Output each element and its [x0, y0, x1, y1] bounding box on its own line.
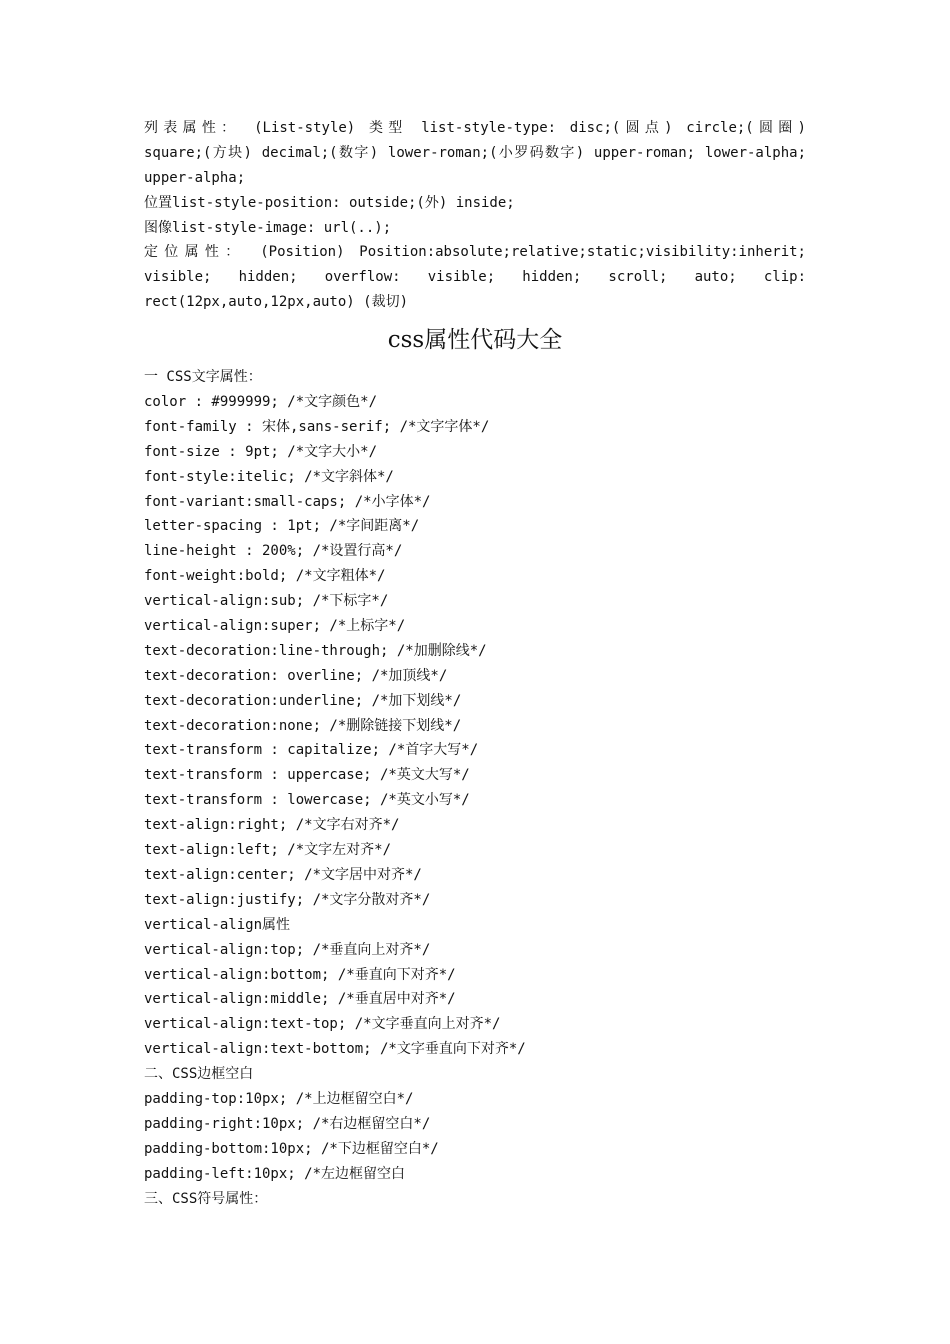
code-line-vertical-align-bottom: vertical-align:bottom; /*垂直向下对齐*/ [144, 966, 456, 983]
section-heading-symbol-properties: 三、CSS符号属性： [144, 1190, 268, 1207]
code-line-text-align-center: text-align:center; /*文字居中对齐*/ [144, 866, 422, 883]
code-line-text-decoration-line-through: text-decoration:line-through; /*加删除线*/ [144, 642, 487, 659]
code-line-padding-bottom: padding-bottom:10px; /*下边框留空白*/ [144, 1140, 439, 1157]
code-line-font-variant: font-variant:small-caps; /*小字体*/ [144, 493, 431, 510]
code-line-letter-spacing: letter-spacing : 1pt; /*字间距离*/ [144, 518, 420, 535]
intro-line-list-style: 列表属性： (List-style) 类型 list-style-type: disc;(圆点) circle;(圆圈) [144, 120, 806, 136]
code-line-font-style: font-style:itelic; /*文字斜体*/ [144, 468, 394, 485]
code-line-text-decoration-overline: text-decoration: overline; /*加顶线*/ [144, 667, 448, 684]
intro-line-list-style-types: square;(方块) decimal;(数字) lower-roman;(小罗码数字) upper-roman; lower-alpha; [144, 144, 806, 161]
code-line-text-decoration-underline: text-decoration:underline; /*加下划线*/ [144, 692, 462, 709]
code-line-text-align-left: text-align:left; /*文字左对齐*/ [144, 842, 392, 859]
intro-line-position: 定位属性： (Position) Position:absolute;relative;static;visibility:inherit; [144, 244, 806, 261]
code-line-text-transform-uppercase: text-transform : uppercase; /*英文大写*/ [144, 767, 470, 784]
code-line-text-align-justify: text-align:justify; /*文字分散对齐*/ [144, 891, 431, 908]
code-line-text-transform-capitalize: text-transform : capitalize; /*首字大写*/ [144, 742, 479, 759]
intro-section [144, 116, 806, 315]
intro-line-clip-rect: rect(12px,auto,12px,auto) (裁切) [144, 294, 409, 311]
code-line-vertical-align-text-bottom: vertical-align:text-bottom; /*文字垂直向下对齐*/ [144, 1041, 526, 1058]
code-line-text-align-right: text-align:right; /*文字右对齐*/ [144, 817, 400, 834]
intro-line-list-style-position: 位置list-style-position: outside;(外) inside; [144, 194, 515, 211]
code-line-text-decoration-none: text-decoration:none; /*删除链接下划线*/ [144, 717, 462, 734]
code-line-font-size: font-size : 9pt; /*文字大小*/ [144, 443, 378, 460]
code-line-font-family: font-family : 宋体,sans-serif; /*文字字体*/ [144, 418, 490, 435]
code-line-color: color : #999999; /*文字颜色*/ [144, 394, 378, 411]
code-line-vertical-align-super: vertical-align:super; /*上标字*/ [144, 618, 406, 635]
section-heading-vertical-align: vertical-align属性 [144, 916, 291, 933]
document-page [144, 116, 806, 1211]
code-line-font-weight: font-weight:bold; /*文字粗体*/ [144, 568, 386, 585]
code-line-vertical-align-sub: vertical-align:sub; /*下标字*/ [144, 593, 389, 610]
code-line-vertical-align-middle: vertical-align:middle; /*垂直居中对齐*/ [144, 991, 456, 1008]
intro-line-upper-alpha: upper-alpha; [144, 169, 246, 186]
intro-line-list-style-image: 图像list-style-image: url(..); [144, 219, 392, 236]
section-heading-border-padding: 二、CSS边框空白 [144, 1066, 254, 1083]
css-properties-list [144, 365, 806, 1211]
code-line-vertical-align-top: vertical-align:top; /*垂直向上对齐*/ [144, 941, 431, 958]
section-heading-text-properties: 一 CSS文字属性： [144, 369, 262, 386]
document-title: css属性代码大全 [387, 327, 563, 354]
code-line-line-height: line-height : 200%; /*设置行高*/ [144, 543, 403, 560]
code-line-text-transform-lowercase: text-transform : lowercase; /*英文小写*/ [144, 792, 470, 809]
code-line-vertical-align-text-top: vertical-align:text-top; /*文字垂直向上对齐*/ [144, 1016, 501, 1033]
code-line-padding-right: padding-right:10px; /*右边框留空白*/ [144, 1115, 431, 1132]
intro-line-visibility-overflow: visible; hidden; overflow: visible; hidden; scroll; auto; clip: [144, 269, 806, 286]
code-line-padding-left: padding-left:10px; /*左边框留空白 [144, 1165, 406, 1182]
code-line-padding-top: padding-top:10px; /*上边框留空白*/ [144, 1090, 414, 1107]
